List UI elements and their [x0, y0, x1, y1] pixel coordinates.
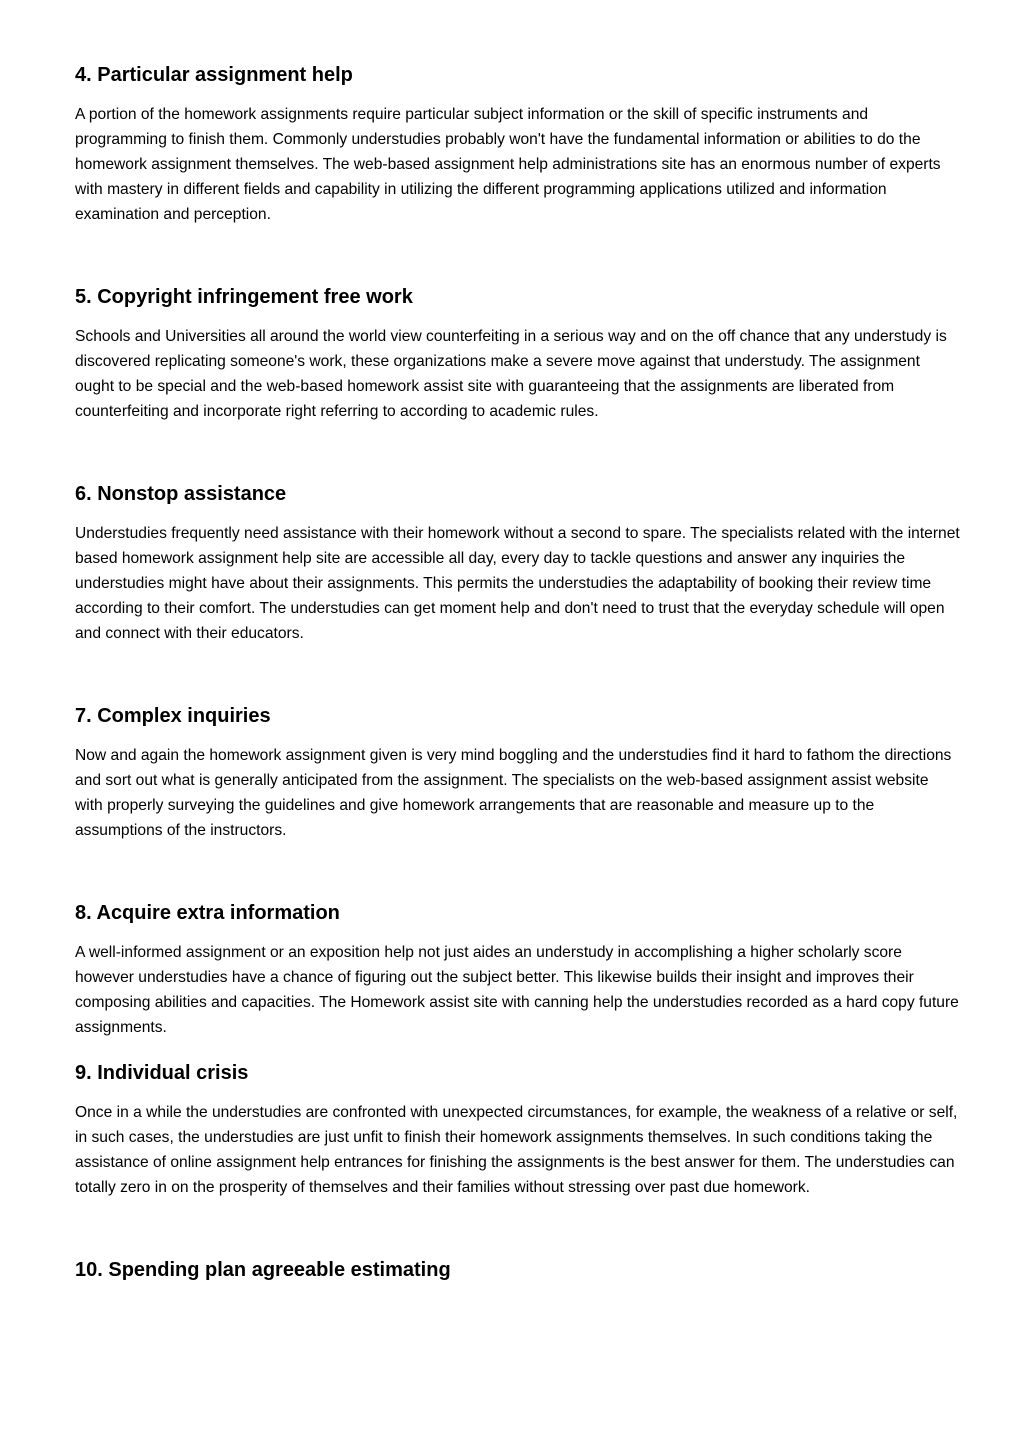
section-complex-inquiries: [75, 701, 960, 843]
section-nonstop-assistance: [75, 479, 960, 646]
section-individual-crisis: [75, 1058, 960, 1200]
section-particular-assignment-help: [75, 60, 960, 227]
section-body: A portion of the homework assignments require particular subject information or the skill of specific instruments and programming to finish them. Commonly understudies probably won't have the fundamental information or abilities to do the homework assignment themselves. The web-based assignment help administrations site has an enormous number of experts with mastery in different fields and capability in utilizing the different programming applications utilized and information examination and perception.: [75, 106, 941, 223]
section-heading: 9. Individual crisis: [75, 1062, 249, 1084]
section-heading: 10. Spending plan agreeable estimating: [75, 1259, 451, 1281]
section-heading: 4. Particular assignment help: [75, 64, 353, 86]
section-acquire-extra-information: [75, 898, 960, 1040]
section-copyright-free-work: [75, 282, 960, 424]
section-heading: 7. Complex inquiries: [75, 705, 271, 727]
document-page: [75, 60, 960, 1297]
section-heading: 6. Nonstop assistance: [75, 483, 287, 505]
section-body: Once in a while the understudies are confronted with unexpected circumstances, for example, the weakness of a relative or self, in such cases, the understudies are just unfit to finish their homework assignments themselves. In such conditions taking the assistance of online assignment help entrances for finishing the assignments is the best answer for them. The understudies can totally zero in on the prosperity of themselves and their families without stressing over past due homework.: [75, 1104, 958, 1196]
section-body: Understudies frequently need assistance with their homework without a second to spare. The specialists related with the internet based homework assignment help site are accessible all day, every day to tackle questions and answer any inquiries the understudies might have about their assignments. This permits the understudies the adaptability of booking their review time according to their comfort. The understudies can get moment help and don't need to trust that the everyday schedule will open and connect with their educators.: [75, 525, 960, 642]
section-body: Now and again the homework assignment given is very mind boggling and the understudies find it hard to fathom the directions and sort out what is generally anticipated from the assignment. The specialists on the web-based assignment assist website with properly surveying the guidelines and give homework arrangements that are reasonable and measure up to the assumptions of the instructors.: [75, 747, 952, 839]
section-spending-plan: [75, 1255, 960, 1285]
section-heading: 5. Copyright infringement free work: [75, 286, 413, 308]
section-body: Schools and Universities all around the world view counterfeiting in a serious way and on the off chance that any understudy is discovered replicating someone's work, these organizations make a severe move against that understudy. The assignment ought to be special and the web-based homework assist site with guaranteeing that the assignments are liberated from counterfeiting and incorporate right referring to according to academic rules.: [75, 328, 947, 420]
section-heading: 8. Acquire extra information: [75, 902, 340, 924]
section-body: A well-informed assignment or an exposition help not just aides an understudy in accomplishing a higher scholarly score however understudies have a chance of figuring out the subject better. This likewise builds their insight and improves their composing abilities and capacities. The Homework assist site with canning help the understudies recorded as a hard copy future assignments.: [75, 944, 959, 1036]
